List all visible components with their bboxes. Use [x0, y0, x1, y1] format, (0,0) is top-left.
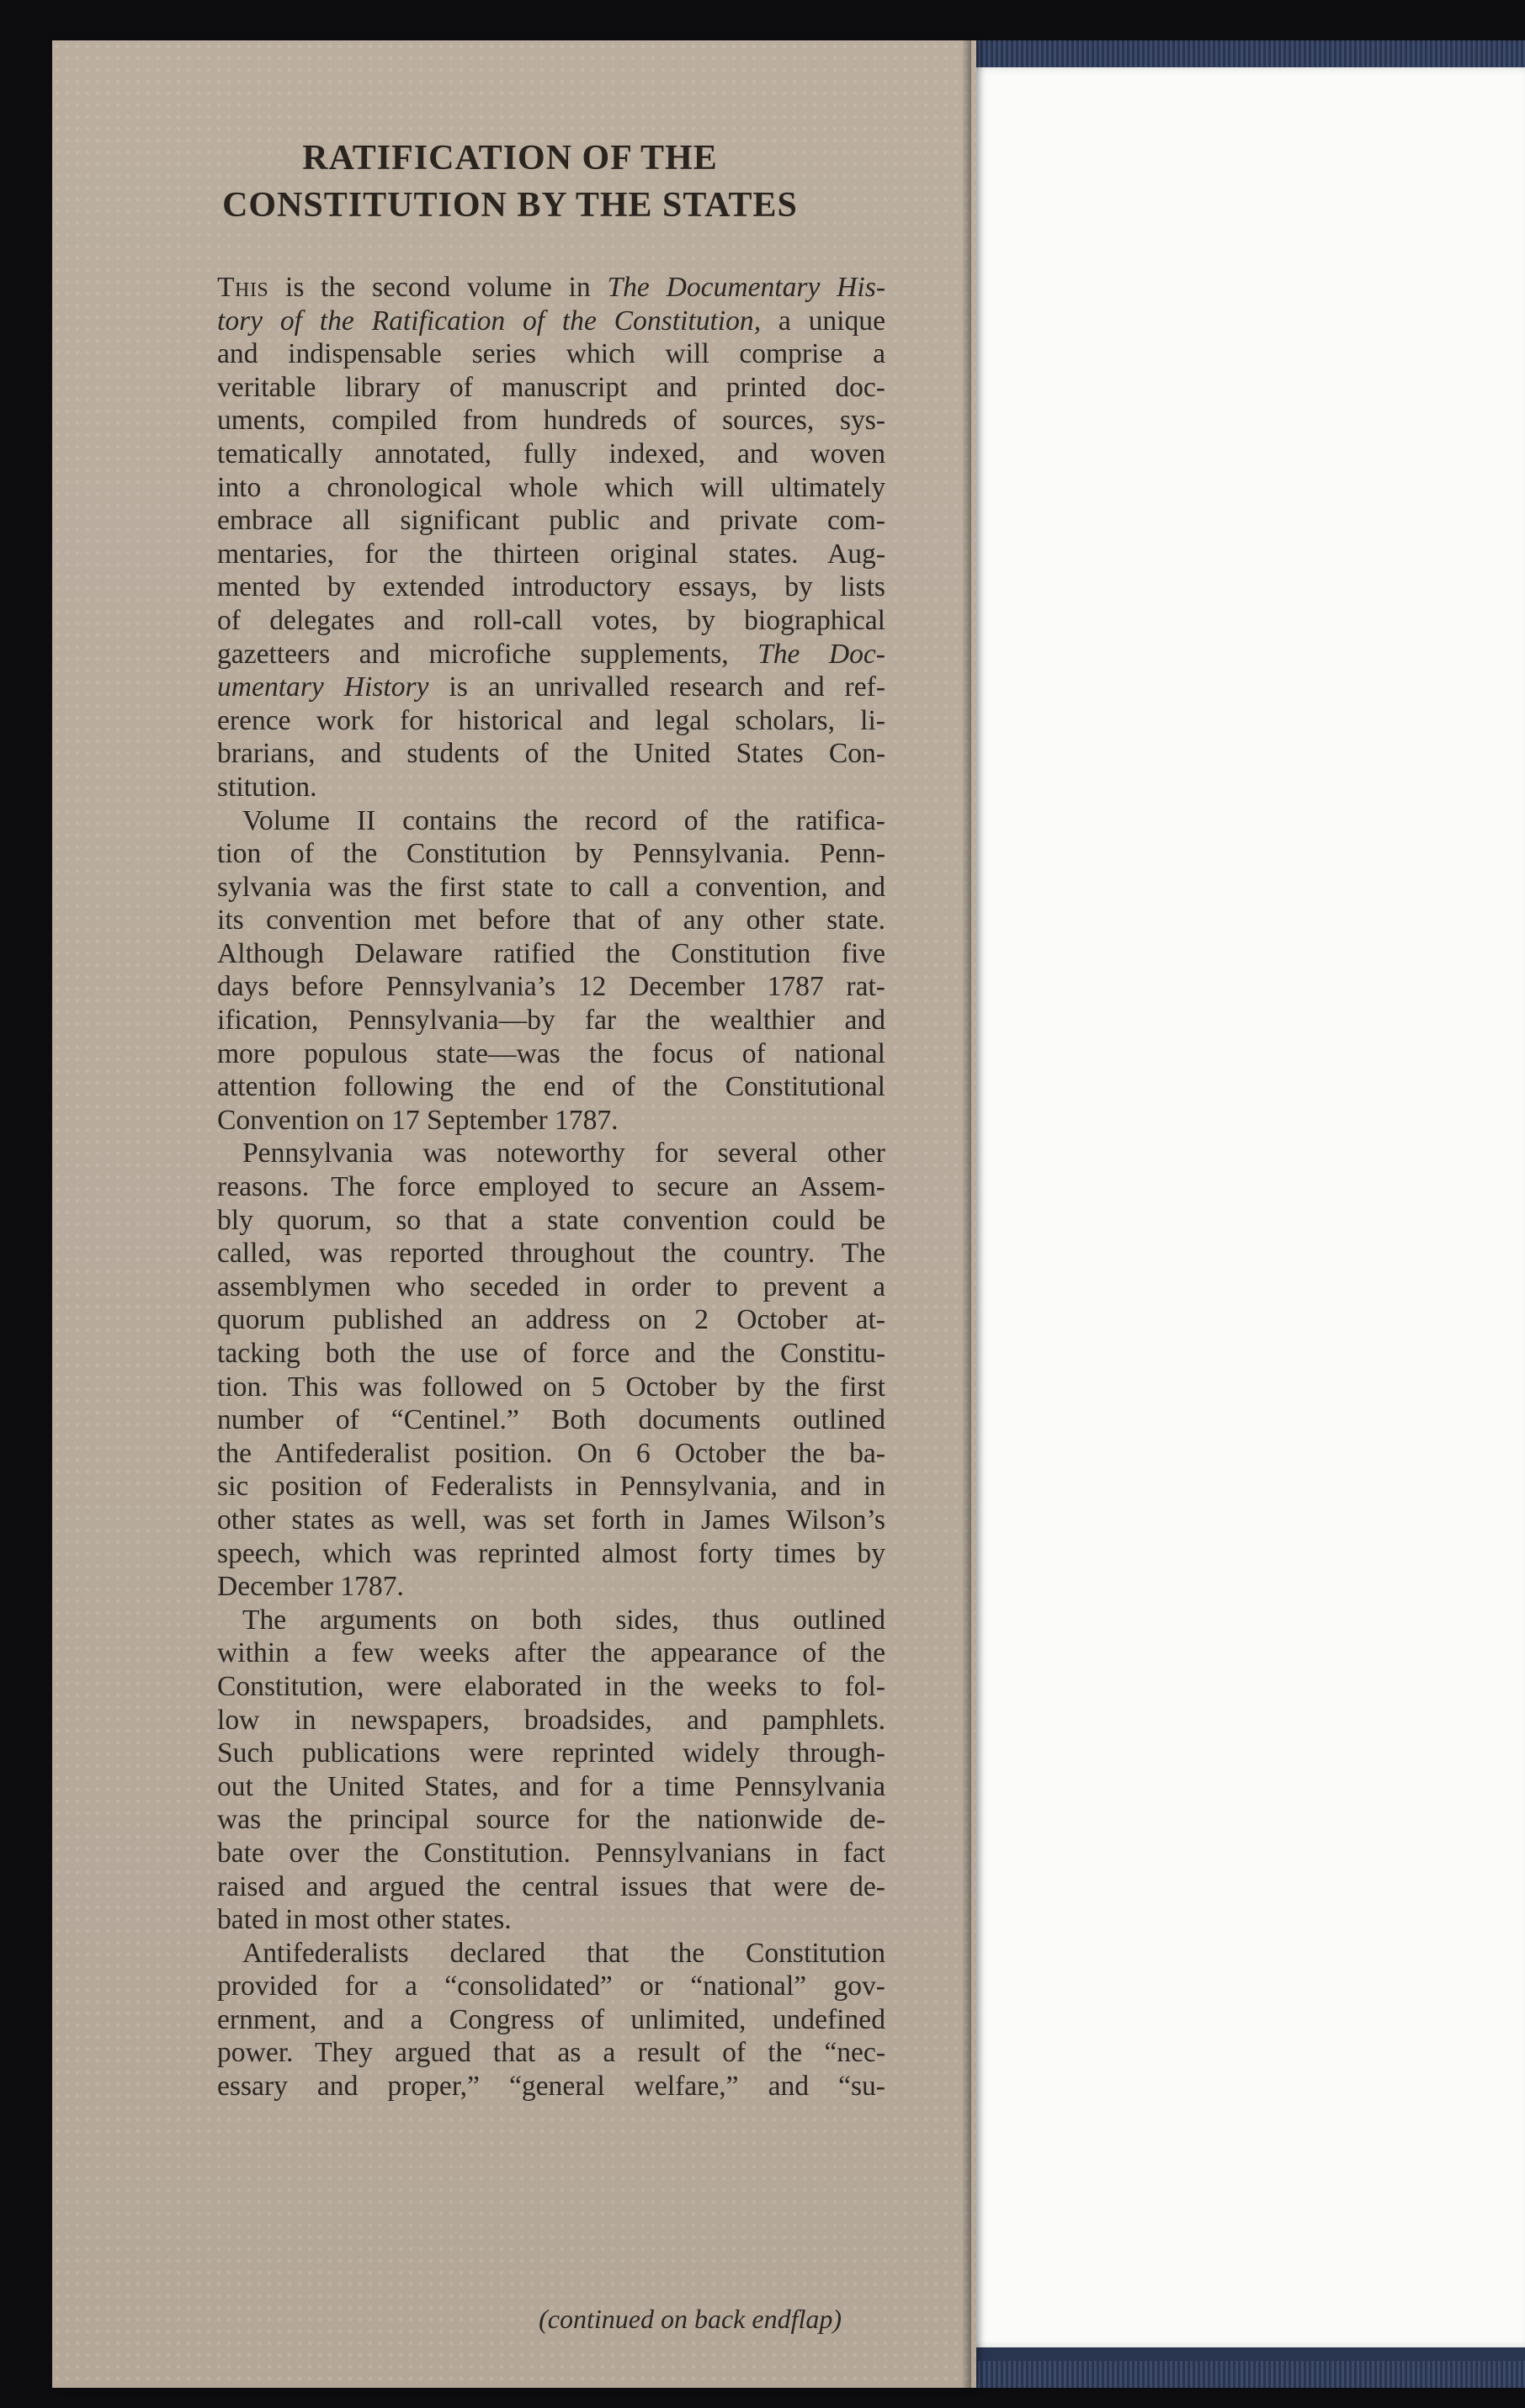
- body-line: veritable library of manuscript and printed doc-: [217, 371, 885, 403]
- body-line: December 1787.: [217, 1571, 404, 1603]
- body-line: Pennsylvania was noteworthy for several other: [242, 1138, 885, 1170]
- body-line: of delegates and roll-call votes, by biographical: [217, 604, 885, 636]
- body-line: Such publications were reprinted widely through-: [217, 1737, 885, 1769]
- body-line: uments, compiled from hundreds of sources, sys-: [217, 405, 885, 437]
- body-line: tion. This was followed on 5 October by the first: [217, 1371, 885, 1403]
- small-caps-this: This: [217, 272, 269, 303]
- board-cloth-top: [968, 40, 1525, 67]
- body-line: days before Pennsylvania’s 12 December 1787 rat-: [217, 971, 885, 1003]
- title-line-2: CONSTITUTION BY THE STATES: [222, 186, 798, 225]
- body-line: quorum published an address on 2 October at-: [217, 1304, 885, 1336]
- body-line: This is the second volume in The Documentary His-: [217, 272, 885, 303]
- flap-edge-shadow: [963, 40, 971, 2388]
- body-line: the Antifederalist position. On 6 October the ba-: [217, 1437, 885, 1469]
- body-line: mented by extended introductory essays, by lists: [217, 571, 885, 603]
- body-line: Convention on 17 September 1787.: [217, 1104, 619, 1136]
- body-line: and indispensable series which will comprise a: [217, 338, 885, 370]
- body-line: ification, Pennsylvania—by far the wealthier and: [217, 1005, 885, 1037]
- body-line: tory of the Ratification of the Constitution, a unique: [217, 305, 885, 337]
- body-line: erence work for historical and legal scholars, li-: [217, 704, 885, 736]
- flap-body-text: [217, 271, 885, 2103]
- body-line: bate over the Constitution. Pennsylvanians in fact: [217, 1837, 885, 1869]
- body-line: more populous state—was the focus of national: [217, 1037, 885, 1069]
- body-line: gazetteers and microfiche supplements, The Doc-: [217, 638, 885, 670]
- body-line: reasons. The force employed to secure an Assem-: [217, 1171, 885, 1203]
- body-line: tacking both the use of force and the Constitu-: [217, 1338, 885, 1369]
- body-line: other states as well, was set forth in James Wilson’s: [217, 1504, 885, 1535]
- body-line: essary and proper,” “general welfare,” and “su-: [217, 2071, 885, 2103]
- body-line: tion of the Constitution by Pennsylvania. Penn-: [217, 838, 885, 870]
- body-line: called, was reported throughout the country. The: [217, 1238, 885, 1270]
- body-line: power. They argued that as a result of the “nec-: [217, 2037, 885, 2069]
- body-line: bly quorum, so that a state convention could be: [217, 1204, 885, 1236]
- body-line: ernment, and a Congress of unlimited, undefined: [217, 2003, 885, 2035]
- body-line: sic position of Federalists in Pennsylvania, and in: [217, 1471, 885, 1503]
- body-line: The arguments on both sides, thus outlined: [242, 1604, 885, 1636]
- board-cloth-bottom: [968, 2361, 1525, 2388]
- body-line: Antifederalists declared that the Constitution: [242, 1937, 885, 1969]
- body-line: within a few weeks after the appearance of the: [217, 1637, 885, 1669]
- body-line: stitution.: [217, 771, 317, 803]
- body-line: into a chronological whole which will ultimately: [217, 471, 885, 503]
- flap-title: [0, 135, 1020, 229]
- body-line: low in newspapers, broadsides, and pamphlets.: [217, 1704, 885, 1736]
- body-line: speech, which was reprinted almost forty times by: [217, 1537, 885, 1569]
- series-title: The Documentary His-: [607, 272, 885, 303]
- body-line: umentary History is an unrivalled research and ref-: [217, 671, 885, 703]
- body-line: Although Delaware ratified the Constitution five: [217, 937, 885, 969]
- endpaper-page: [966, 67, 1525, 2347]
- body-line: embrace all significant public and private com-: [217, 505, 885, 537]
- body-line: Constitution, were elaborated in the weeks to fol-: [217, 1670, 885, 1702]
- body-line: bated in most other states.: [217, 1904, 512, 1936]
- body-line: provided for a “consolidated” or “national” gov-: [217, 1970, 885, 2002]
- continued-note: (continued on back endflap): [539, 2304, 842, 2334]
- body-line: assemblymen who seceded in order to prevent a: [217, 1270, 885, 1302]
- body-line: out the United States, and for a time Pennsylvania: [217, 1770, 885, 1802]
- body-line: raised and argued the central issues that were de-: [217, 1870, 885, 1902]
- body-line: was the principal source for the nationwide de-: [217, 1804, 885, 1836]
- body-line: Volume II contains the record of the ratifica-: [242, 804, 885, 836]
- body-line: sylvania was the first state to call a convention, and: [217, 871, 885, 903]
- body-line: number of “Centinel.” Both documents outlined: [217, 1404, 885, 1436]
- body-line: brarians, and students of the United States Con-: [217, 738, 885, 770]
- body-line: tematically annotated, fully indexed, and woven: [217, 438, 885, 469]
- body-line: attention following the end of the Constitutional: [217, 1071, 885, 1103]
- body-line: mentaries, for the thirteen original states. Aug-: [217, 538, 885, 570]
- title-line-1: RATIFICATION OF THE: [302, 139, 718, 178]
- body-line: its convention met before that of any other state.: [217, 904, 885, 936]
